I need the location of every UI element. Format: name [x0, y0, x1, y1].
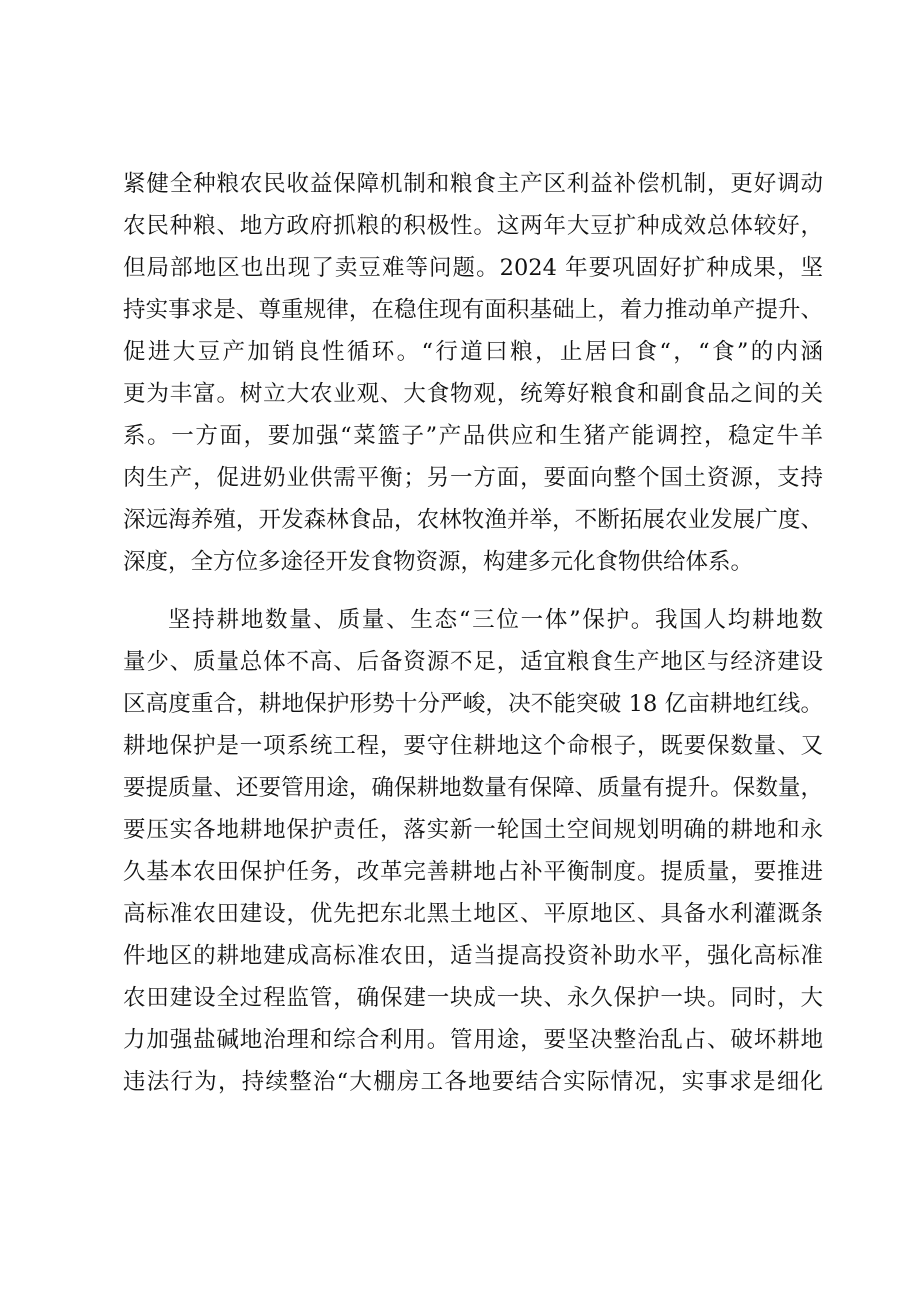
- text-line: 要提质量、还要管用途，确保耕地数量有保障、质量有提升。保数量，: [123, 775, 823, 801]
- text-line: 件地区的耕地建成高标准农田，适当提高投资补助水平，强化高标准: [123, 943, 823, 969]
- text-line: 区高度重合，耕地保护形势十分严峻，决不能突破 18 亿亩耕地红线。: [123, 691, 823, 717]
- text-line: 系。一方面，要加强“菜篮子”产品供应和生猪产能调控，稳定牛羊: [123, 423, 823, 449]
- text-line: 坚持耕地数量、质量、生态“三位一体”保护。我国人均耕地数: [168, 607, 823, 633]
- text-line: 肉生产，促进奶业供需平衡；另一方面，要面向整个国土资源，支持: [123, 465, 823, 491]
- text-line: 深远海养殖，开发森林食品，农林牧渔并举，不断拓展农业发展广度、: [123, 507, 823, 533]
- text-line: 久基本农田保护任务，改革完善耕地占补平衡制度。提质量，要推进: [123, 859, 823, 885]
- text-line: 持实事求是、尊重规律，在稳住现有面积基础上，着力推动单产提升、: [123, 297, 823, 323]
- text-line: 力加强盐碱地治理和综合利用。管用途，要坚决整治乱占、破坏耕地: [123, 1027, 823, 1053]
- text-line: 农田建设全过程监管，确保建一块成一块、永久保护一块。同时，大: [123, 985, 823, 1011]
- text-line: 更为丰富。树立大农业观、大食物观，统筹好粮食和副食品之间的关: [123, 381, 823, 407]
- text-line: 耕地保护是一项系统工程，要守住耕地这个命根子，既要保数量、又: [123, 733, 823, 759]
- text-line: 高标准农田建设，优先把东北黑土地区、平原地区、具备水利灌溉条: [123, 901, 823, 927]
- text-line: 农民种粮、地方政府抓粮的积极性。这两年大豆扩种成效总体较好，: [123, 213, 823, 239]
- text-line: 深度，全方位多途径开发食物资源，构建多元化食物供给体系。: [123, 549, 754, 575]
- text-line: 但局部地区也出现了卖豆难等问题。2024 年要巩固好扩种成果，坚: [123, 255, 823, 281]
- text-line: 要压实各地耕地保护责任，落实新一轮国土空间规划明确的耕地和永: [123, 817, 823, 843]
- text-line: 促进大豆产加销良性循环。“行道曰粮，止居曰食“，“食”的内涵: [123, 339, 823, 365]
- text-line: 量少、质量总体不高、后备资源不足，适宜粮食生产地区与经济建设: [123, 649, 823, 675]
- text-line: 紧健全种粮农民收益保障机制和粮食主产区利益补偿机制，更好调动: [123, 171, 823, 197]
- text-line: 违法行为，持续整治“大棚房工各地要结合实际情况，实事求是细化: [123, 1069, 823, 1095]
